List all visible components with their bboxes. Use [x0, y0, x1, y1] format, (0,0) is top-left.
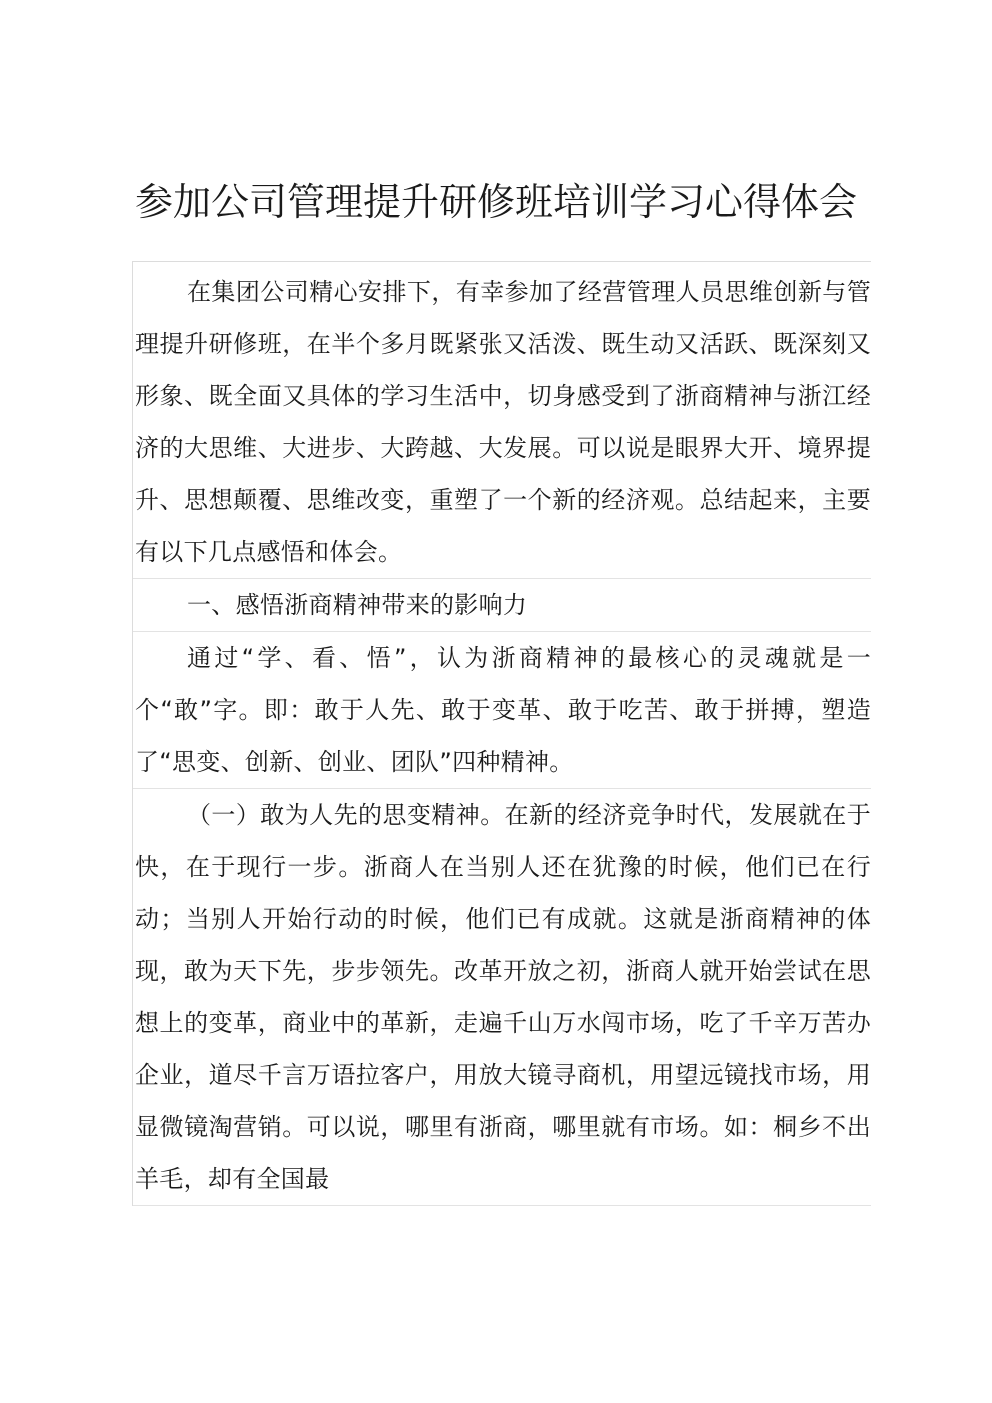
subsection-block — [133, 789, 871, 1206]
section-paragraph: 通过“学、看、悟”，认为浙商精神的最核心的灵魂就是一个“敢”字。即：敢于人先、敢于变革、敢于吃苦、敢于拼搏，塑造了“思变、创新、创业、团队”四种精神。 — [135, 644, 871, 776]
intro-block — [133, 262, 871, 579]
section-body-block — [133, 632, 871, 789]
intro-paragraph: 在集团公司精心安排下，有幸参加了经营管理人员思维创新与管理提升研修班，在半个多月既紧张又活泼、既生动又活跃、既深刻又形象、既全面又具体的学习生活中，切身感受到了浙商精神与浙江经济的大思维、大进步、大跨越、大发展。可以说是眼界大开、境界提升、思想颠覆、思维改变，重塑了一个新的经济观。总结起来，主要有以下几点感悟和体会。 — [135, 278, 871, 566]
section-heading-block — [133, 579, 871, 632]
document-body — [132, 261, 871, 1206]
document-title: 参加公司管理提升研修班培训学习心得体会 — [134, 180, 857, 224]
section-heading: 一、感悟浙商精神带来的影响力 — [187, 591, 528, 619]
subsection-paragraph: （一）敢为人先的思变精神。在新的经济竞争时代，发展就在于快，在于现行一步。浙商人在当别人还在犹豫的时候，他们已在行动；当别人开始行动的时候，他们已有成就。这就是浙商精神的体现，敢为天下先，步步领先。改革开放之初，浙商人就开始尝试在思想上的变革，商业中的革新，走遍千山万水闯市场，吃了千辛万苦办企业，道尽千言万语拉客户，用放大镜寻商机，用望远镜找市场，用显微镜淘营销。可以说，哪里有浙商，哪里就有市场。如：桐乡不出羊毛，却有全国最 — [135, 801, 871, 1193]
